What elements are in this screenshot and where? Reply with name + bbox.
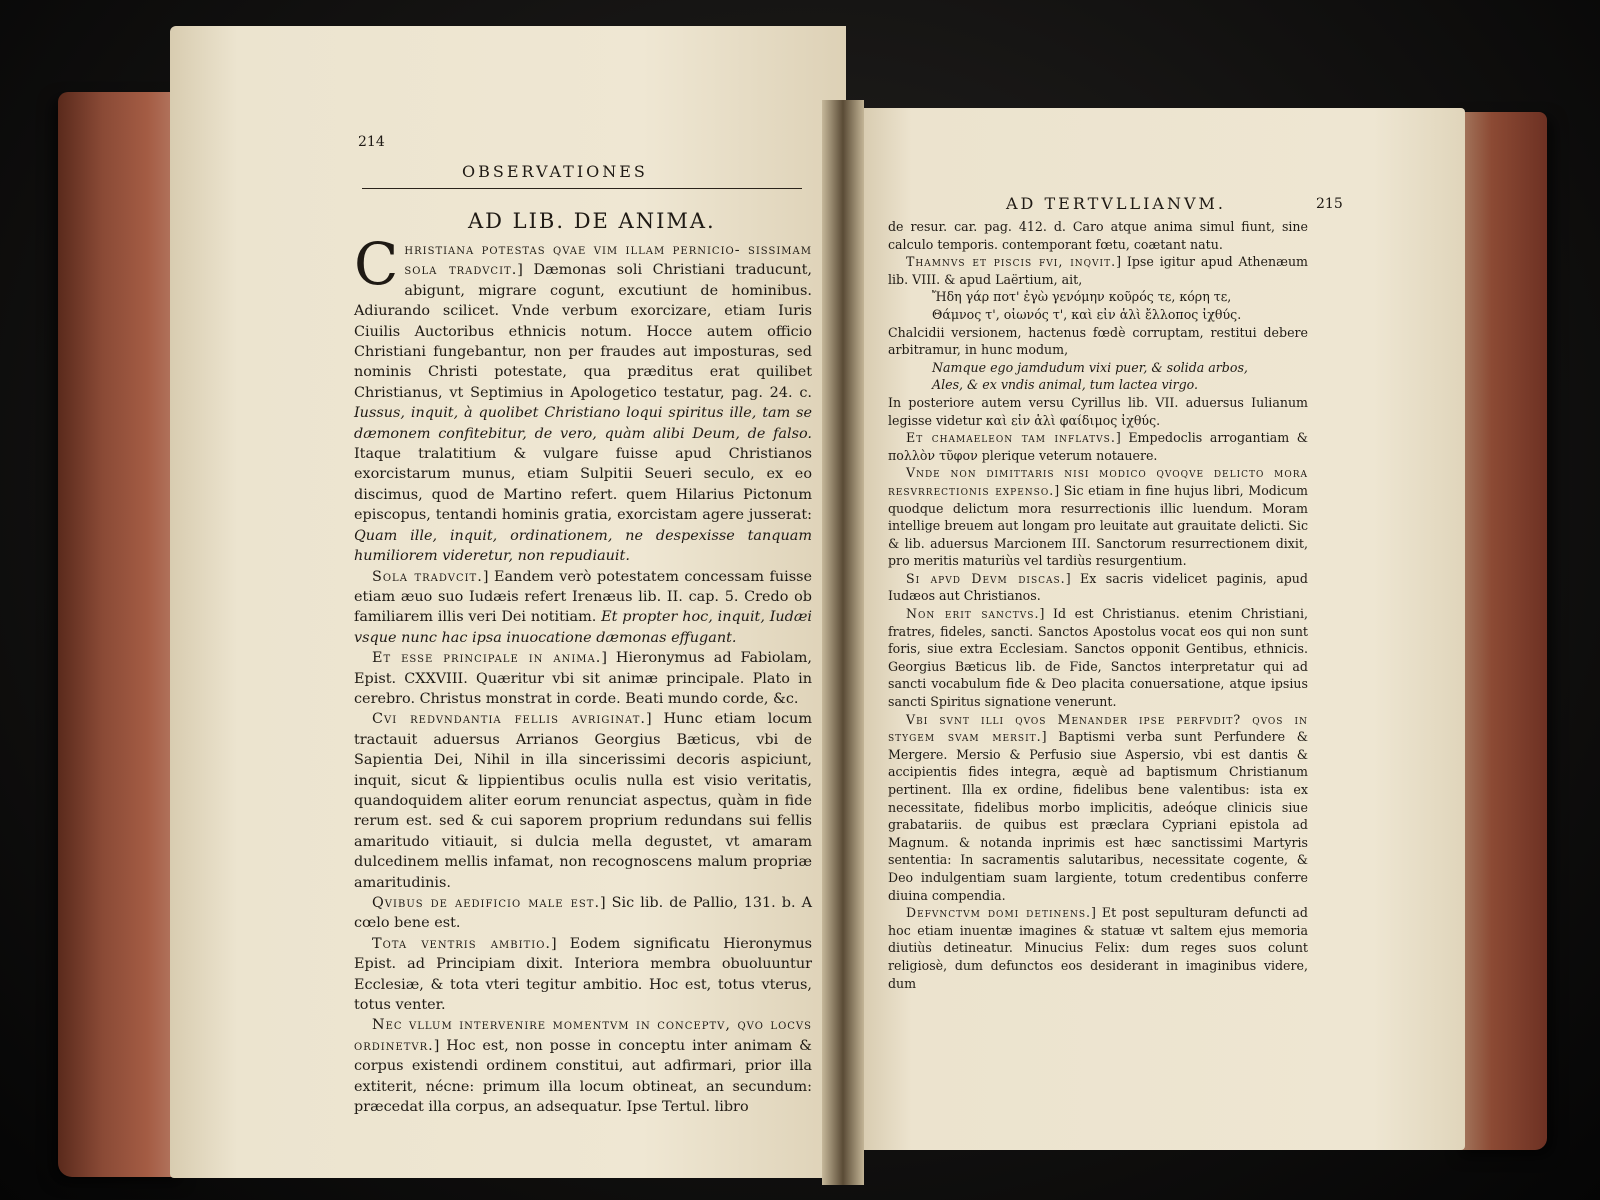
entry [354,934,812,1016]
commentary: ] Empedoclis arrogantiam & πολλὸν τῦφον plerique veterum notauere. [888,430,1308,463]
entry [888,711,1308,905]
entry [888,904,1308,992]
commentary: ] Baptismi verba sunt Perfundere & Mergere. Mersio & Perfusio siue Aspersio, vbi est dantis & accipientis fides integra, æquè ad baptismum Christianum pertinent. Illa ex ordine, fidelibus bene valentibus: ista ex necessitate, fidelibus morbo implicitis, adeóque clinicis siue grabatariis. de quibus est præclara Cypriani epistola ad Magnum. & notanda inprimis est hæc sanctissimi Martyris sententia: In sacramentis salutaribus, necessitate cogente, & Deo indulgentiam suam largiente, totum credentibus conferre diuina compendia. [888,729,1308,903]
lemma: Vbi svnt illi qvos Menander ipse perfvdit? qvos in stygem svam mersit. [888,711,1308,745]
entry [888,570,1308,605]
commentary: ] Hoc est, non posse in conceptu inter animam & corpus existendi ordinem constitui, aut adfirmari, prior illa extiterit, nécne: primum illa locum obtineat, an secundum: præcedat illa corpus, an adsequatur. Ipse Tertul. libro [354,1037,812,1116]
right-running-head: AD TERTVLLIANVM. [1006,194,1226,213]
left-page-number: 214 [358,134,385,150]
lemma: Sola tradvcit. [372,568,483,585]
entry [354,567,812,649]
section-title: AD LIB. DE ANIMA. [468,209,716,233]
entry [888,605,1308,711]
lemma: Cvi redvndantia fellis avriginat. [372,711,646,728]
commentary: ] Eandem verò potestatem concessam fuisse etiam æuo suo Iudæis refert Irenæus lib. II. cap. 5. Credo ob familiarem illis veri Dei notitiam. [354,568,812,626]
head-rule [362,188,802,189]
entry [354,893,812,934]
commentary: ] Et post sepulturam defuncti ad hoc etiam inuentæ imagines & statuæ vt saltem ejus memoria diutiùs detineatur. Minucius Felix: dum reges suos colunt religiosè, dum defunctos eos desiderant in imaginibus videre, dum [888,905,1308,991]
entry [888,253,1308,429]
lemma: hristiana potestas qvae vim illam pernicio- sissimam sola tradvcit. [404,242,812,279]
greek-verse: Θάμνος τ', οἰωνός τ', καὶ εἰν ἁλὶ ἔλλοπος ἰχθύς. [932,306,1242,322]
left-running-head: OBSERVATIONES [462,162,648,181]
lemma: Et chamaeleon tam inflatvs. [906,430,1116,446]
right-page-number: 215 [1316,196,1343,212]
entry [888,429,1308,464]
left-page [170,26,846,1178]
left-page-text [354,230,813,1117]
lemma: Nec vllum intervenire momentvm in conceptv, qvo locvs ordinetvr. [354,1017,812,1054]
latin-verse: Ales, & ex vndis animal, tum lactea virgo. [932,377,1199,393]
entry [354,1015,812,1117]
lemma: Si apvd Devm discas. [906,570,1066,586]
latin-verse: Namque ego jamdudum vixi puer, & solida arbos, [932,359,1248,375]
lemma: Vnde non dimittaris nisi modico qvoqve delicto mora resvrrectionis expenso. [888,465,1308,498]
right-page-block-edge [1455,112,1547,1150]
book-gutter [822,100,864,1185]
commentary: ] Dæmonas soli Christiani traducunt, abigunt, migrare cogunt, excutiunt de hominibus. Adiurando scilicet. Vnde verbum exorcizare, etiam Iuris Ciuilis Auctoribus ethnicis notum. Hocce autem officio Christiani fungebantur, non per fraudes aut imposturas, sed nominis Christi potestate, qua præditus erat quilibet Christianus, vt Septimius in Apologetico testatur, pag. 24. c. [354,262,812,401]
continued-paragraph: de resur. car. pag. 412. d. Caro atque anima simul fiunt, sine calculo temporis. contemporant fœtu, coætant natu. [888,219,1308,252]
entry [354,648,812,709]
commentary: ] Sic etiam in fine hujus libri, Modicum quodque delictum mora resurrectionis illic luendum. Moram intellige breuem aut longam pro leuitate aut grauitate delicti. Sic & lib. aduersus Marcionem III. Sanctorum resurrectionem dixit, pro meritis maturiùs vel tardiùs resurgentium. [888,482,1308,569]
commentary: ] Ipse igitur apud Athenæum lib. VIII. & apud Laërtium, ait, [888,254,1308,287]
lemma: Tota ventris ambitio. [372,935,551,952]
commentary: ] Ex sacris videlicet paginis, apud Iudæos aut Christianos. [888,570,1308,604]
lemma: Et esse principale in anima. [372,650,602,667]
lemma: Thamnvs et piscis fvi, inqvit. [906,254,1117,270]
opening-paragraph [354,230,812,567]
commentary: In posteriore autem versu Cyrillus lib. VII. aduersus Iulianum legisse videtur καὶ εἰν ἁλὶ φαίδιμος ἰχθύς. [888,394,1308,428]
lemma: Non erit sanctvs. [906,606,1040,622]
commentary: ] Hunc etiam locum tractauit aduersus Arrianos Georgius Bæticus, vbi de Sapientia Dei, Nihil in illa sincerissimi decoris aspiciunt, inquit, sicut & lippientibus oculis nulla est visio veritatis, quandoquidem aliter eorum renunciat aspectus, quàm in fide rerum est. sed & cui saporem proprium redundans sui fellis amaritudo vitiauit, si dulcia mella degustet, vt amaram dulcedinem mellis infamat, non recognoscens malum propriæ amaritudinis. [354,711,812,891]
left-page-block-edge [58,92,186,1177]
lemma: Defvnctvm domi detinens. [906,905,1091,921]
entry [888,464,1308,570]
entry [354,709,812,893]
right-page-text [888,218,1308,992]
lemma: Qvibus de aedificio male est. [372,895,601,911]
right-page [850,108,1465,1150]
commentary: ] Eodem significatu Hieronymus Epist. ad Principiam dixit. Interiora membra obuoluuntur Ecclesiæ, & tota vteri tegitur ambitio. Hoc est, totus vterus, totus venter. [354,935,812,1014]
drop-cap: C [354,230,399,298]
commentary: ] Id est Christianus. etenim Christiani, fratres, fideles, sancti. Sanctos Apostolus vocat eos qui non sunt foris, siue extra Ecclesiam. Sanctos opponit Gentibus, ethnicis. Georgius Bæticus lib. de Fide, Sanctos interpretatur qui ad sancti vocabulum fide & Deo placita conuersatione, atque ipsius sancti Spiritus signatione venerunt. [888,606,1309,710]
quotation: Quam ille, inquit, ordinationem, ne despexisse tanquam humiliorem videretur, non repudiauit. [354,527,812,565]
quotation: Et propter hoc, inquit, Iudæi vsque nunc hac ipsa inuocatione dæmonas effugant. [354,609,813,646]
quotation: Iussus, inquit, à quolibet Christiano loqui spiritus ille, tam se dæmonem confitebitur, de vero, quàm alibi Deum, de falso. [354,405,812,442]
commentary: ] Sic lib. de Pallio, 131. b. A cœlo bene est. [354,895,812,932]
commentary: Chalcidii versionem, hactenus fœdè corruptam, restitui debere arbitramur, in hunc modum, [888,324,1308,358]
greek-verse: Ἤδη γάρ ποτ' ἐγὼ γενόμην κοῦρός τε, κόρη τε, [932,289,1232,305]
commentary: ] Hieronymus ad Fabiolam, Epist. CXXVIII. Quæritur vbi sit animæ principale. Plato in cerebro. Christus monstrat in corde. Beati mundo corde, &c. [354,650,812,707]
commentary: Itaque tralatitium & vulgare fuisse apud Christianos exorcistarum munus, etiam Sulpitii Seueri seculo, ex eo discimus, quod de Martino refert. quem Hilarius Pictonum episcopus, tentandi hominis gratia, exorcistam agere jusserat: [354,446,812,524]
